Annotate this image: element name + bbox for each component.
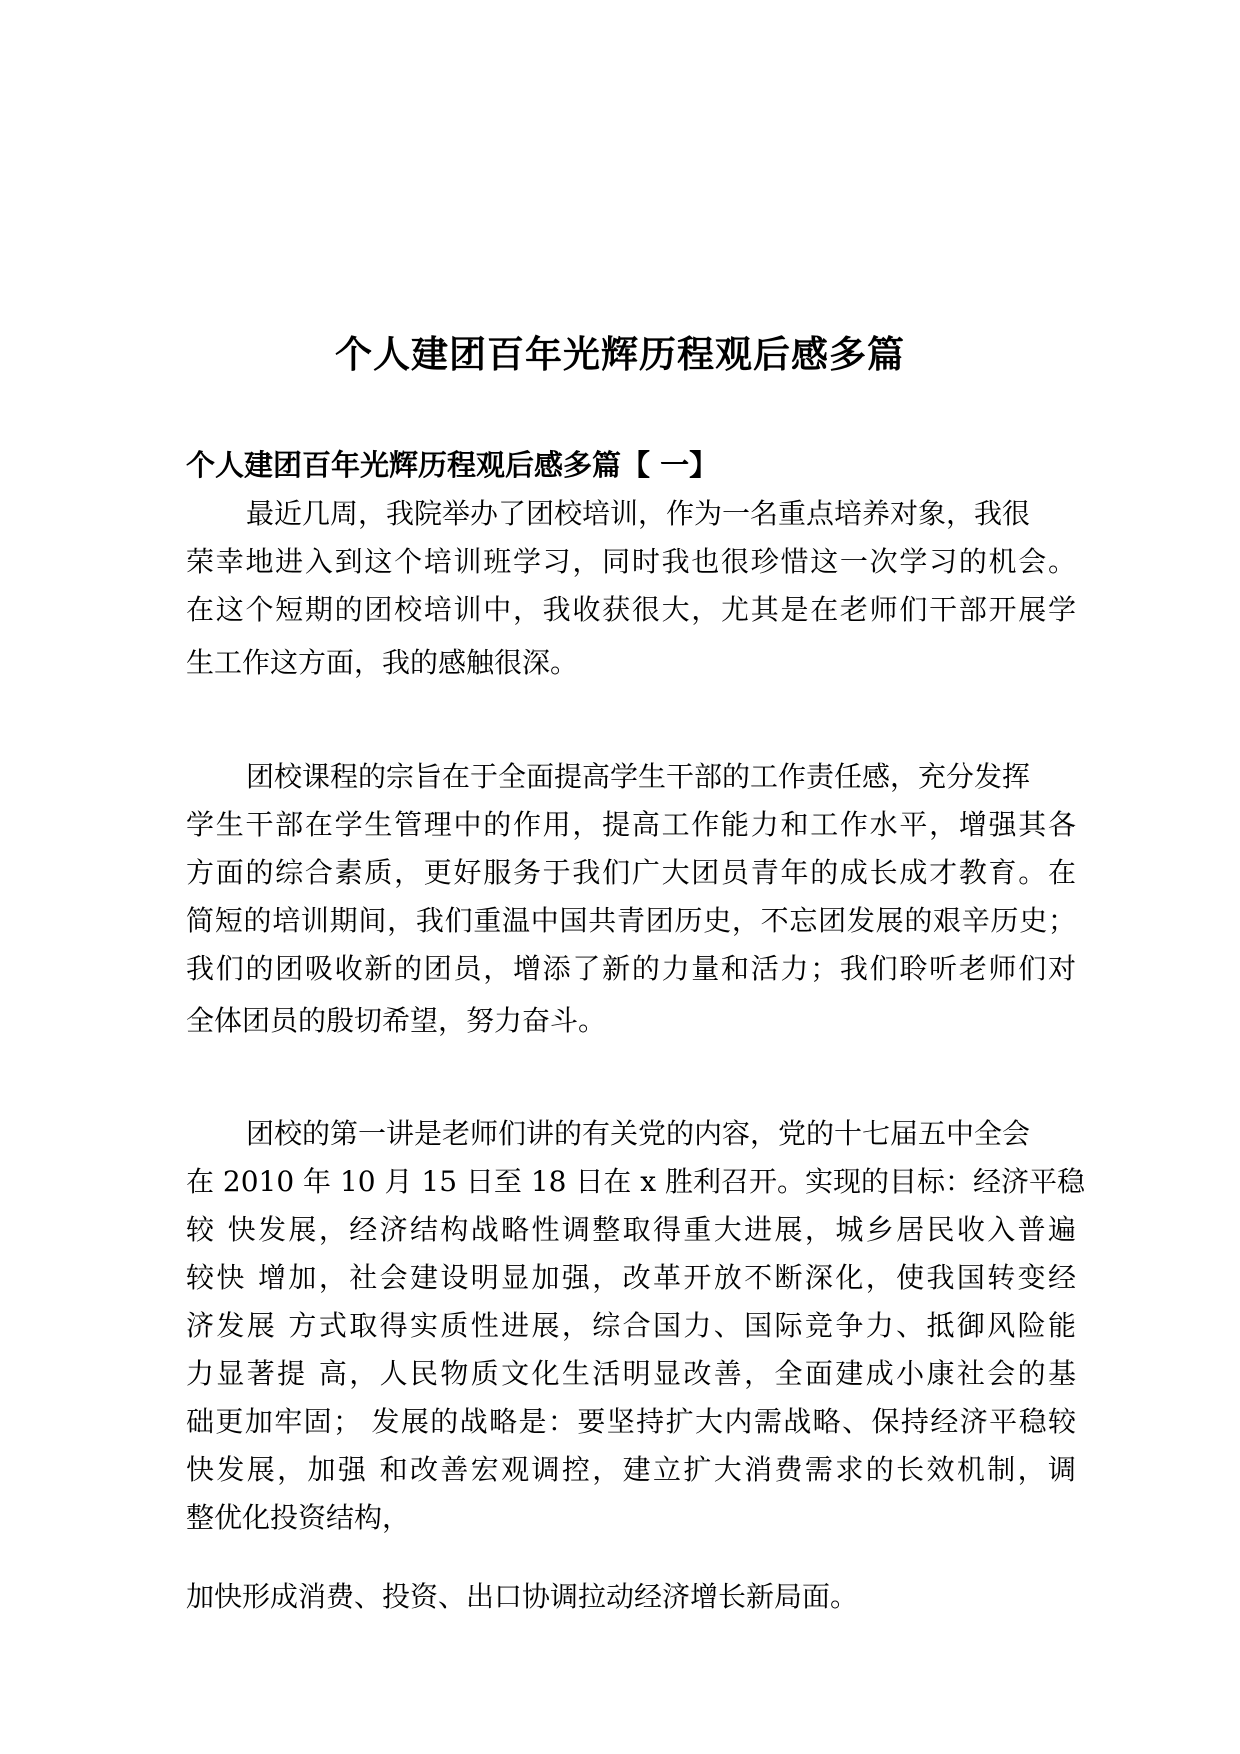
paragraph-line: 加快形成消费、投资、出口协调拉动经济增长新局面。: [186, 1580, 859, 1613]
paragraph-line: 力显著提 高，人民物质文化生活明显改善，全面建成小康社会的基: [186, 1357, 1076, 1390]
paragraph-line: 团校课程的宗旨在于全面提高学生干部的工作责任感，充分发挥: [246, 760, 1031, 793]
paragraph-line: 较 快发展，经济结构战略性调整取得重大进展，城乡居民收入普遍: [186, 1213, 1076, 1246]
paragraph-line: 最近几周，我院举办了团校培训，作为一名重点培养对象，我很: [246, 497, 1031, 530]
paragraph-line: 我们的团吸收新的团员，增添了新的力量和活力；我们聆听老师们对: [186, 952, 1076, 985]
paragraph-line: 在这个短期的团校培训中，我收获很大，尤其是在老师们干部开展学: [186, 593, 1076, 626]
paragraph-line: 在 2010 年 10 月 15 日至 18 日在 x 胜利召开。实现的目标：经济平稳: [186, 1165, 1085, 1198]
paragraph-line: 生工作这方面，我的感触很深。: [186, 646, 579, 679]
paragraph-line: 础更加牢固； 发展的战略是：要坚持扩大内需战略、保持经济平稳较: [186, 1405, 1076, 1438]
paragraph-line: 学生干部在学生管理中的作用，提高工作能力和工作水平，增强其各: [186, 808, 1076, 841]
paragraph-line: 荣幸地进入到这个培训班学习，同时我也很珍惜这一次学习的机会。: [186, 545, 1076, 578]
section-heading: 个人建团百年光辉历程观后感多篇【 一】: [186, 448, 719, 482]
paragraph-line: 较快 增加，社会建设明显加强，改革开放不断深化，使我国转变经: [186, 1261, 1076, 1294]
document-title: 个人建团百年光辉历程观后感多篇: [335, 332, 905, 376]
paragraph-line: 方面的综合素质，更好服务于我们广大团员青年的成长成才教育。在: [186, 856, 1076, 889]
paragraph-line: 团校的第一讲是老师们讲的有关党的内容，党的十七届五中全会: [246, 1117, 1031, 1150]
paragraph-line: 济发展 方式取得实质性进展，综合国力、国际竞争力、抵御风险能: [186, 1309, 1076, 1342]
paragraph-line: 整优化投资结构，: [186, 1501, 411, 1534]
paragraph-line: 简短的培训期间，我们重温中国共青团历史，不忘团发展的艰辛历史；: [186, 904, 1076, 937]
paragraph-line: 全体团员的殷切希望，努力奋斗。: [186, 1004, 607, 1037]
paragraph-line: 快发展，加强 和改善宏观调控，建立扩大消费需求的长效机制，调: [186, 1453, 1076, 1486]
